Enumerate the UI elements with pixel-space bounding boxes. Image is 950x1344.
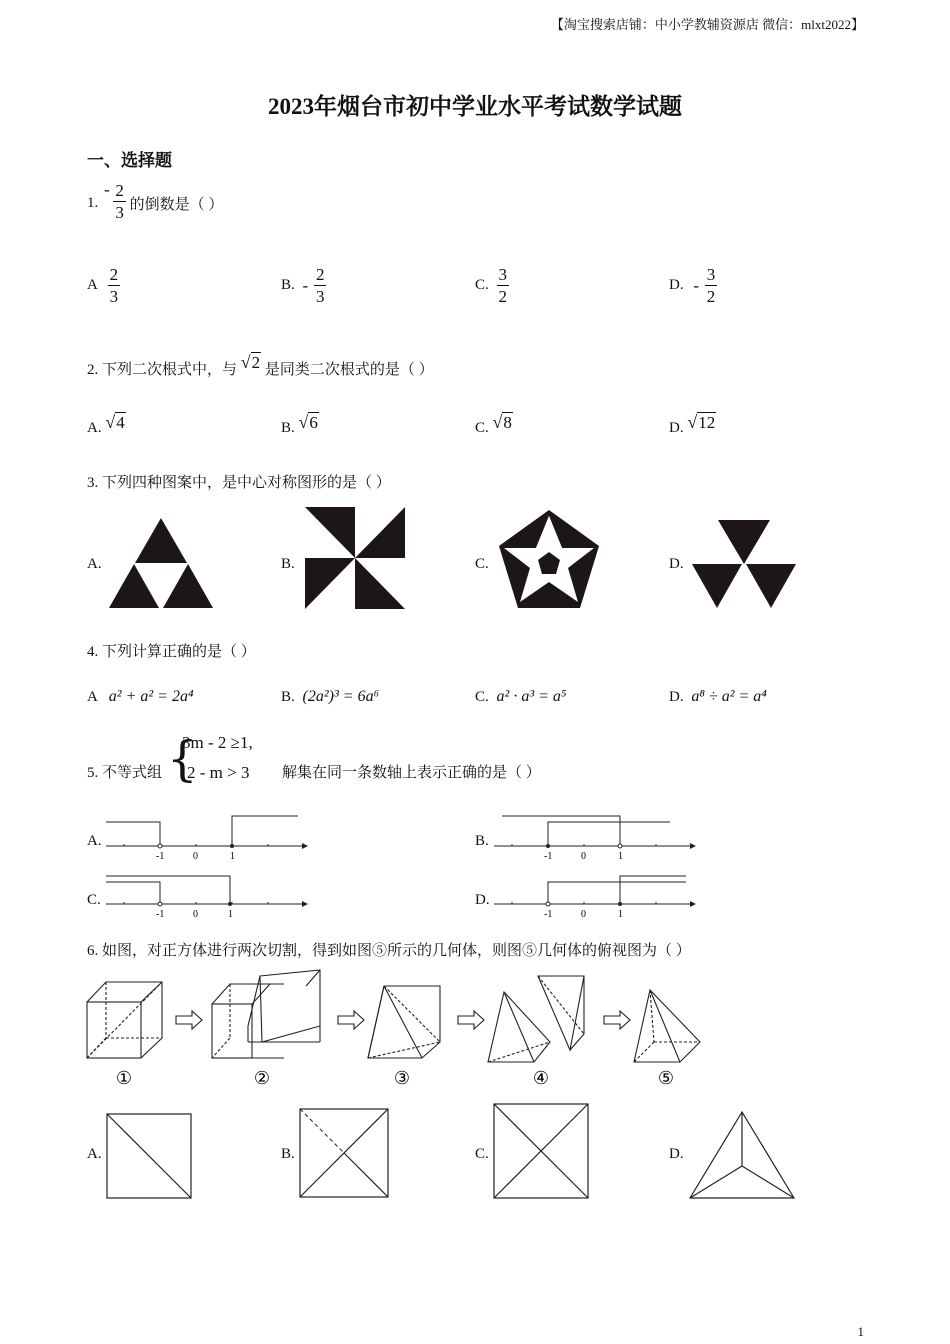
option-label: B. [281,420,295,436]
step-label: ③ [393,1068,411,1088]
step-label: ⑤ [657,1068,675,1088]
question-3: 3. 下列四种图案中，是中心对称图形的是（ ） [87,475,391,491]
q1-option-b[interactable] [281,266,326,305]
cube-step-4 [488,976,584,1062]
option-label: C. [475,277,489,293]
radicand: 12 [698,413,716,432]
question-1 [87,180,223,221]
step-label: ① [115,1068,133,1088]
sqrt-symbol: √ [105,412,116,432]
option-label: A [87,689,98,705]
arrow-icon [604,1011,630,1029]
arrow-icon [458,1011,484,1029]
sqrt-symbol: √ [240,352,251,372]
triangle-top [135,518,187,563]
cube-step-5 [634,990,700,1062]
triangle-bottom-right [746,564,796,608]
option-label: B. [281,689,295,705]
option-label: D. [669,689,684,705]
denominator: 2 [498,287,508,306]
radicand: 8 [503,413,512,432]
q6-option-b-label[interactable]: B. [281,1146,295,1162]
q3-figure-d [690,518,798,610]
q3-figure-b [304,506,406,610]
inequality-1: 3m - 2 ≥1, [182,733,253,752]
q5-option-b-label[interactable]: B. [475,833,489,849]
radicand: 6 [309,413,318,432]
page-number: 1 [857,1324,864,1339]
expression: a² · a³ = a⁵ [496,688,567,705]
option-label: A [87,277,98,293]
option-label: D. [669,420,684,436]
denominator: 3 [115,203,124,223]
q6-option-c-label[interactable]: C. [475,1146,489,1162]
sign: - [693,275,700,295]
q6-option-a-label[interactable]: A. [87,1146,102,1162]
q5-option-d-label[interactable]: D. [475,892,490,908]
q5-option-c-label[interactable]: C. [87,892,101,908]
option-label: C. [475,689,489,705]
neg-sign: - [104,180,110,199]
pinwheel-blade-3 [355,558,405,609]
fraction [314,266,327,305]
q6-figure-b [298,1107,392,1201]
q2-option-a[interactable] [87,412,126,437]
question-text-suffix: 解集在同一条数轴上表示正确的是（ ） [282,765,541,781]
fraction [705,266,718,305]
q2-option-c[interactable] [475,412,513,437]
expression: a² + a² = 2a⁴ [108,688,194,705]
triangle-left [109,564,159,608]
brace-icon: { [167,731,198,787]
tick-label: 1 [618,909,623,920]
q5-option-a-label[interactable]: A. [87,833,102,849]
pinwheel-blade-4 [305,558,355,609]
option-label: A. [87,420,102,436]
triangle-top-inverted [718,520,770,564]
tick-label: -1 [156,851,165,862]
numerator: 3 [706,265,716,284]
tick-label: 0 [193,909,198,920]
denominator: 3 [315,287,325,306]
q6-cutting-diagram [84,966,710,1094]
numerator: 2 [315,265,325,284]
cube-step-1 [87,982,162,1058]
q5-number-line-a [104,808,310,864]
sqrt-symbol: √ [298,412,309,432]
option-label: D. [669,277,684,293]
pinwheel-blade-1 [305,507,355,558]
sqrt-symbol: √ [687,412,698,432]
question-text: 2. 下列二次根式中，与 [87,362,238,378]
expression: a⁸ ÷ a² = a⁴ [691,688,767,705]
q6-option-d-label[interactable]: D. [669,1146,684,1162]
numerator: 2 [109,265,119,284]
q3-figure-a [108,516,214,610]
q2-option-b[interactable] [281,412,319,437]
q6-figure-d [688,1110,796,1202]
triangle-right [163,564,213,608]
page-title: 2023年烟台市初中学业水平考试数学试题 [268,94,682,119]
tick-label: 1 [230,851,235,862]
radicand: 4 [116,413,125,432]
tick-label: 0 [581,851,586,862]
q6-figure-c [492,1102,592,1202]
q1-option-d[interactable] [669,266,717,305]
cube-step-2 [212,970,320,1058]
header-note: 【淘宝搜索店铺：中小学教辅资源店 微信：mlxt2022】 [550,17,864,32]
tick-label: 1 [618,851,623,862]
tick-label: -1 [544,851,553,862]
triangle-bottom-left [692,564,742,608]
tick-label: 0 [581,909,586,920]
question-6: 6. 如图，对正方体进行两次切割，得到如图⑤所示的几何体，则图⑤几何体的俯视图为（ ） [87,943,691,959]
section-heading: 一、选择题 [87,151,172,170]
inequality-2: 2 - m > 3 [187,763,250,782]
sign: - [302,275,309,295]
question-5 [87,731,647,791]
step-label: ④ [532,1068,550,1088]
tick-label: 0 [193,851,198,862]
q5-number-line-c [104,868,310,924]
question-number: 1. [87,195,99,212]
sqrt-symbol: √ [492,412,503,432]
question-text-suffix: 是同类二次根式的是（ ） [264,362,434,378]
option-label: B. [281,277,295,293]
q4-option-c[interactable] [475,688,566,706]
q3-option-a-label[interactable]: A. [87,556,102,572]
tick-label: -1 [544,909,553,920]
q1-option-a[interactable] [87,266,120,305]
q4-option-d[interactable] [669,688,767,706]
arrow-icon [176,1011,202,1029]
numerator: 2 [115,181,124,201]
q5-number-line-d [492,868,698,924]
expression: (2a²)³ = 6a⁶ [302,688,380,705]
q6-figure-a [105,1112,193,1202]
radicand: 2 [251,353,261,372]
q2-option-d[interactable] [669,412,716,437]
question-2 [87,352,434,379]
fraction [108,266,121,305]
numerator: 3 [498,265,508,284]
q3-option-b-label[interactable]: B. [281,556,295,572]
q1-option-c[interactable] [475,266,509,305]
denominator: 3 [109,287,119,306]
fraction [113,182,126,221]
pinwheel-blade-2 [355,507,405,558]
question-text: 的倒数是（ ） [129,197,224,214]
q3-option-c-label[interactable]: C. [475,556,489,572]
q5-number-line-b [492,808,698,864]
q3-figure-c [496,508,602,610]
tick-label: 1 [228,909,233,920]
question-4: 4. 下列计算正确的是（ ） [87,644,256,660]
q4-option-b[interactable] [281,688,379,706]
option-label: C. [475,420,489,436]
q3-option-d-label[interactable]: D. [669,556,684,572]
cube-step-3 [368,986,440,1058]
denominator: 2 [706,287,716,306]
tick-label: -1 [156,909,165,920]
fraction [497,266,510,305]
q4-option-a[interactable] [87,688,194,706]
question-text: 5. 不等式组 [87,765,163,781]
arrow-icon [338,1011,364,1029]
step-label: ② [253,1068,271,1088]
